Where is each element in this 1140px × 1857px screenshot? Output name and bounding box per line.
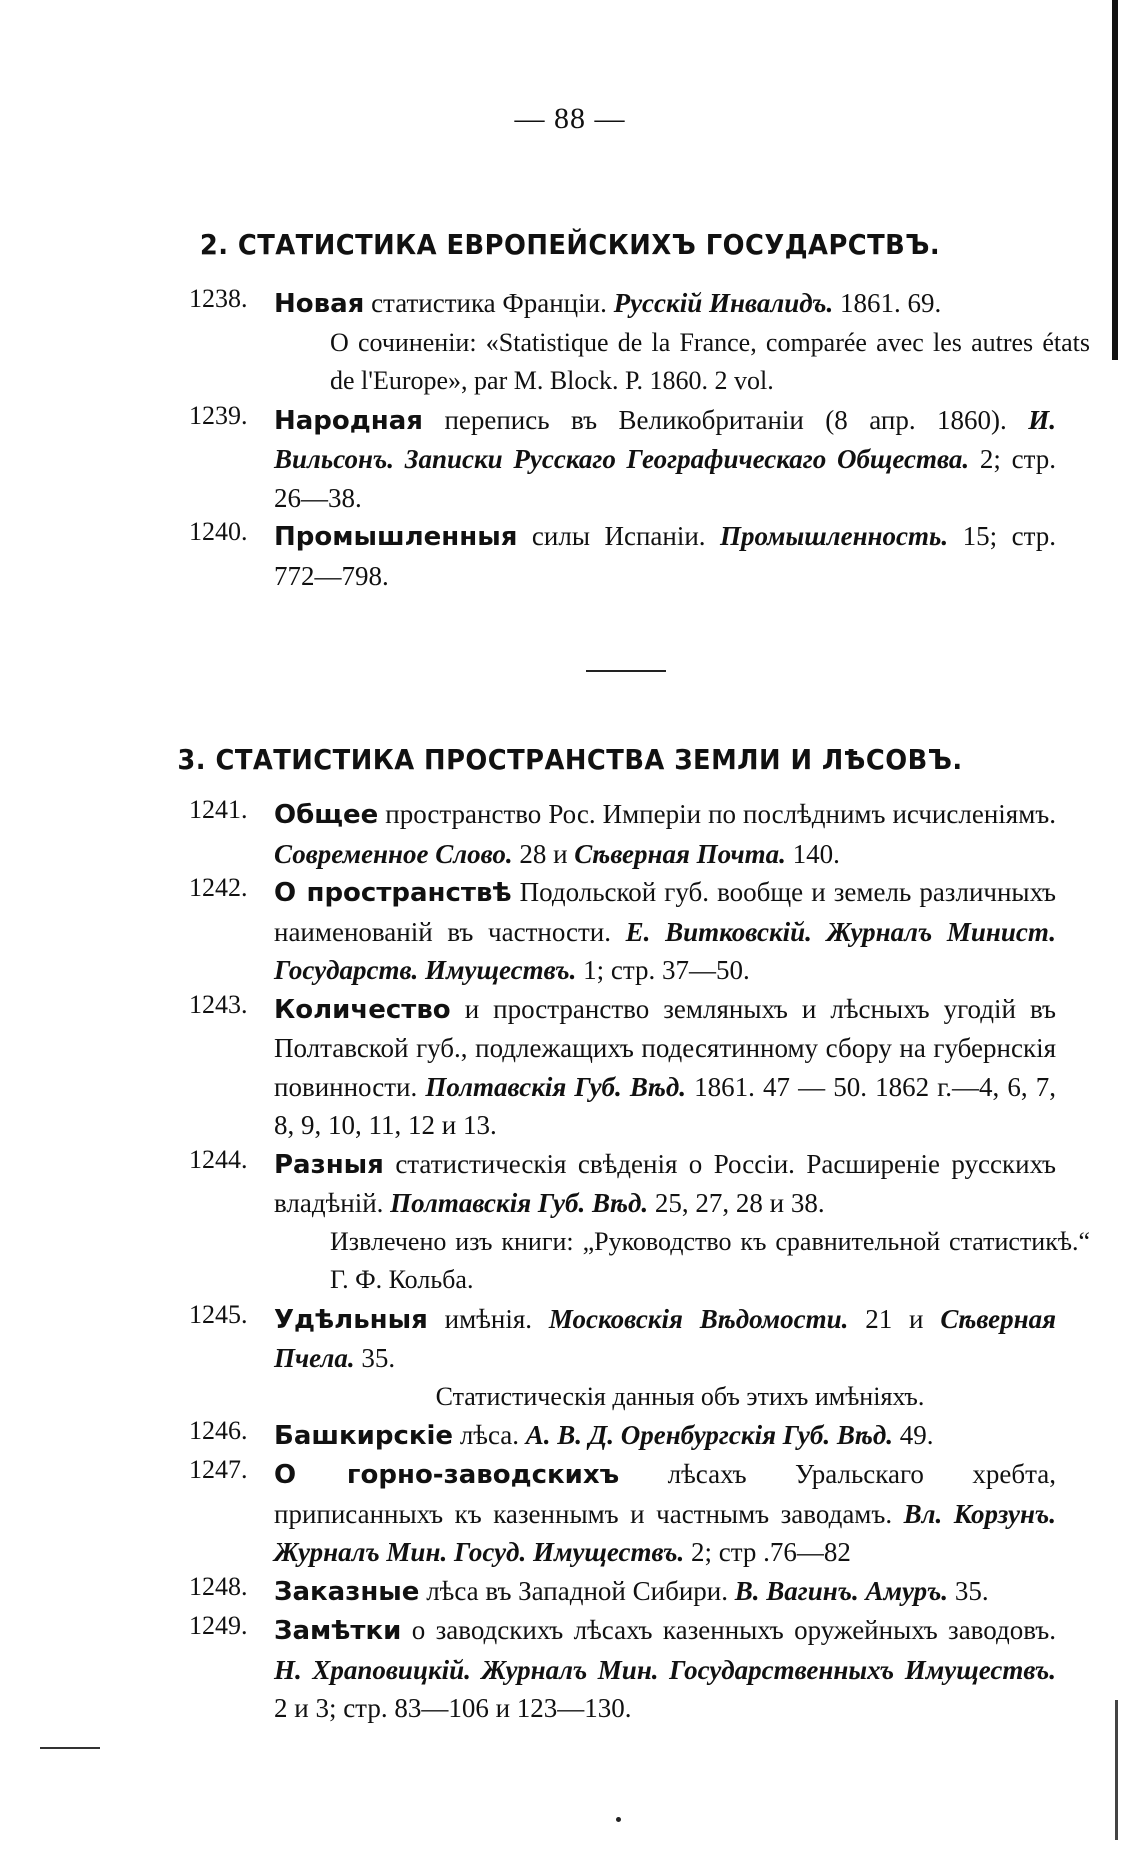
entry-number: 1240. xyxy=(189,517,248,546)
entry-1242 xyxy=(0,873,1140,990)
entry-lead: Разныя xyxy=(274,1149,384,1180)
ink-dot xyxy=(616,1817,621,1822)
entry-lead: Замѣтки xyxy=(274,1616,402,1646)
entry-text: перепись въ Великобританіи (8 апр. 1860). xyxy=(422,404,1029,435)
entry-number: 1241. xyxy=(189,795,248,824)
entry-lead: Новая xyxy=(274,289,365,319)
entry-source-2: Сѣверная Почта. xyxy=(574,838,786,869)
entry-tail: 25, 27, 28 и 38. xyxy=(648,1188,825,1218)
entry-number: 1238. xyxy=(189,284,248,313)
entry-text: силы Испаніи. xyxy=(517,521,721,551)
section-title-european-states: 2. СТАТИСТИКА ЕВРОПЕЙСКИХЪ ГОСУДАРСТВЪ. xyxy=(199,228,941,261)
entry-body xyxy=(274,873,1056,990)
entry-tail: 35. xyxy=(948,1575,989,1606)
entry-text: лѣсахъ Уральскаго хребта, приписанныхъ къ казеннымъ и частнымъ заводамъ. xyxy=(274,1459,1056,1529)
entry-source: Полтавскія Губ. Вѣд. xyxy=(390,1188,649,1218)
entry-lead: О пространствѣ xyxy=(274,878,512,908)
section2-entries xyxy=(0,284,1140,595)
entry-1243 xyxy=(0,990,1140,1145)
entry-text: пространство Рос. Имперіи по послѣднимъ исчисленіямъ. xyxy=(378,799,1056,829)
entry-text: Подольской губ. вообще и земель различныхъ наименованій въ частности. xyxy=(274,877,1057,947)
entry-source: А. В. Д. Оренбургскія Губ. Вѣд. xyxy=(525,1419,893,1450)
entry-tail: 1; стр. 37—50. xyxy=(576,955,750,985)
entry-body xyxy=(274,990,1056,1145)
entry-number: 1247. xyxy=(189,1455,248,1484)
entry-source: И. Вильсонъ. Записки Русскаго Географическаго Общества. xyxy=(274,404,1056,474)
entry-1238 xyxy=(0,284,1140,324)
entry-body xyxy=(274,1455,1056,1572)
entry-source: В. Вагинъ. Амуръ. xyxy=(734,1575,949,1606)
entry-number: 1243. xyxy=(189,989,248,1019)
entry-lead: Общее xyxy=(274,800,379,830)
entry-1241 xyxy=(0,795,1140,873)
entry-text: статистическія свѣденія о Россіи. Расширеніе русскихъ владѣній. xyxy=(274,1148,1056,1218)
entry-number: 1244. xyxy=(189,1144,248,1174)
entry-number: 1242. xyxy=(189,873,248,902)
entry-text: о заводскихъ лѣсахъ казенныхъ оружейныхъ заводовъ. xyxy=(401,1615,1056,1645)
entry-source-2: Сѣверная Пчела. xyxy=(274,1303,1056,1373)
entry-tail: 2; стр .76—82 xyxy=(684,1537,851,1567)
entry-source: Московскія Вѣдомости. xyxy=(548,1303,849,1334)
entry-lead: Промышленныя xyxy=(274,522,518,552)
entry-body xyxy=(274,1416,1056,1456)
entry-source: Русскій Инвалидъ. xyxy=(613,288,834,318)
entry-lead: Количество xyxy=(274,994,451,1025)
entry-text: лѣса. xyxy=(453,1419,526,1450)
entry-1245 xyxy=(0,1300,1140,1378)
entry-body xyxy=(274,284,1056,324)
entry-tail: 21 и xyxy=(848,1303,941,1334)
entry-text: имѣнія. xyxy=(427,1303,549,1334)
entry-number: 1248. xyxy=(189,1571,248,1601)
entry-1248 xyxy=(0,1572,1140,1612)
entry-number: 1249. xyxy=(189,1611,248,1640)
entry-tail: 1861. 47 — 50. 1862 г.—4, 6, 7, 8, 9, 10, 11, 12 и 13. xyxy=(274,1071,1057,1140)
entry-lead: Заказные xyxy=(274,1576,420,1607)
section3-entries xyxy=(0,795,1140,1728)
entry-text: статистика Франціи. xyxy=(364,288,614,318)
entry-body xyxy=(274,1145,1056,1223)
bottom-rule xyxy=(40,1747,100,1749)
entry-body xyxy=(274,1572,1056,1612)
entry-number: 1245. xyxy=(189,1299,248,1329)
entry-tail: 1861. 69. xyxy=(833,288,942,318)
entry-tail-2: 35. xyxy=(354,1343,396,1373)
note-1244: Извлечено изъ книги: „Руководство къ сравнительной статистикѣ.“ Г. Ф. Кольба. xyxy=(330,1226,1090,1294)
entry-source: Полтавскія Губ. Вѣд. xyxy=(425,1071,687,1102)
entry-1247 xyxy=(0,1455,1140,1572)
entry-tail: 28 и xyxy=(512,838,575,869)
entry-body xyxy=(274,517,1056,595)
entry-body xyxy=(274,401,1056,518)
entry-1239 xyxy=(0,401,1140,518)
entry-source: Современное Слово. xyxy=(274,838,513,869)
section-title-land-forest: 3. СТАТИСТИКА ПРОСТРАНСТВА ЗЕМЛИ И ЛѢСОВЪ. xyxy=(177,743,963,776)
entry-body xyxy=(274,1300,1056,1378)
entry-source: Промышленность. xyxy=(720,521,949,551)
entry-source: Е. Витковскій. Журналъ Минист. Государств. Имуществъ. xyxy=(274,916,1056,985)
section-divider xyxy=(586,670,666,672)
entry-number: 1246. xyxy=(189,1415,248,1445)
entry-lead: О горно-заводскихъ xyxy=(274,1460,620,1490)
entry-lead: Удѣльныя xyxy=(274,1304,428,1335)
entry-tail: 2 и 3; стр. 83—106 и 123—130. xyxy=(274,1693,632,1723)
entry-lead: Башкирскіе xyxy=(274,1420,454,1451)
entry-source: Вл. Корзунъ. Журналъ Мин. Госуд. Имуществъ. xyxy=(274,1498,1056,1567)
entry-tail-2: 140. xyxy=(785,838,840,869)
note-1238: О сочиненіи: «Statistique de la France, comparée avec les autres états de l'Europe», par M. Block. P. 1860. 2 vol. xyxy=(330,327,1090,395)
entry-number: 1239. xyxy=(189,400,248,430)
note-1245: Статистическія данныя объ этихъ имѣніяхъ. xyxy=(435,1381,925,1411)
entry-body xyxy=(274,795,1056,873)
entry-1244 xyxy=(0,1145,1140,1223)
entry-text: лѣса въ Западной Сибири. xyxy=(419,1575,735,1606)
entry-1246 xyxy=(0,1416,1140,1456)
entry-body xyxy=(274,1611,1056,1728)
entry-1240 xyxy=(0,517,1140,595)
page-number: — 88 — xyxy=(514,102,626,135)
entry-tail: 49. xyxy=(893,1419,934,1450)
entry-text: и пространство земляныхъ и лѣсныхъ угодій въ Полтавской губ., подлежащихъ подесятинному сбору на губернскія повинности. xyxy=(274,993,1056,1102)
entry-source: Н. Храповицкій. Журналъ Мин. Государственныхъ Имуществъ. xyxy=(274,1654,1056,1685)
entry-lead: Народная xyxy=(274,405,423,436)
entry-1249 xyxy=(0,1611,1140,1728)
entry-tail: 2; стр. 26—38. xyxy=(274,444,1056,513)
entry-tail: 15; стр. 772—798. xyxy=(274,521,1056,591)
